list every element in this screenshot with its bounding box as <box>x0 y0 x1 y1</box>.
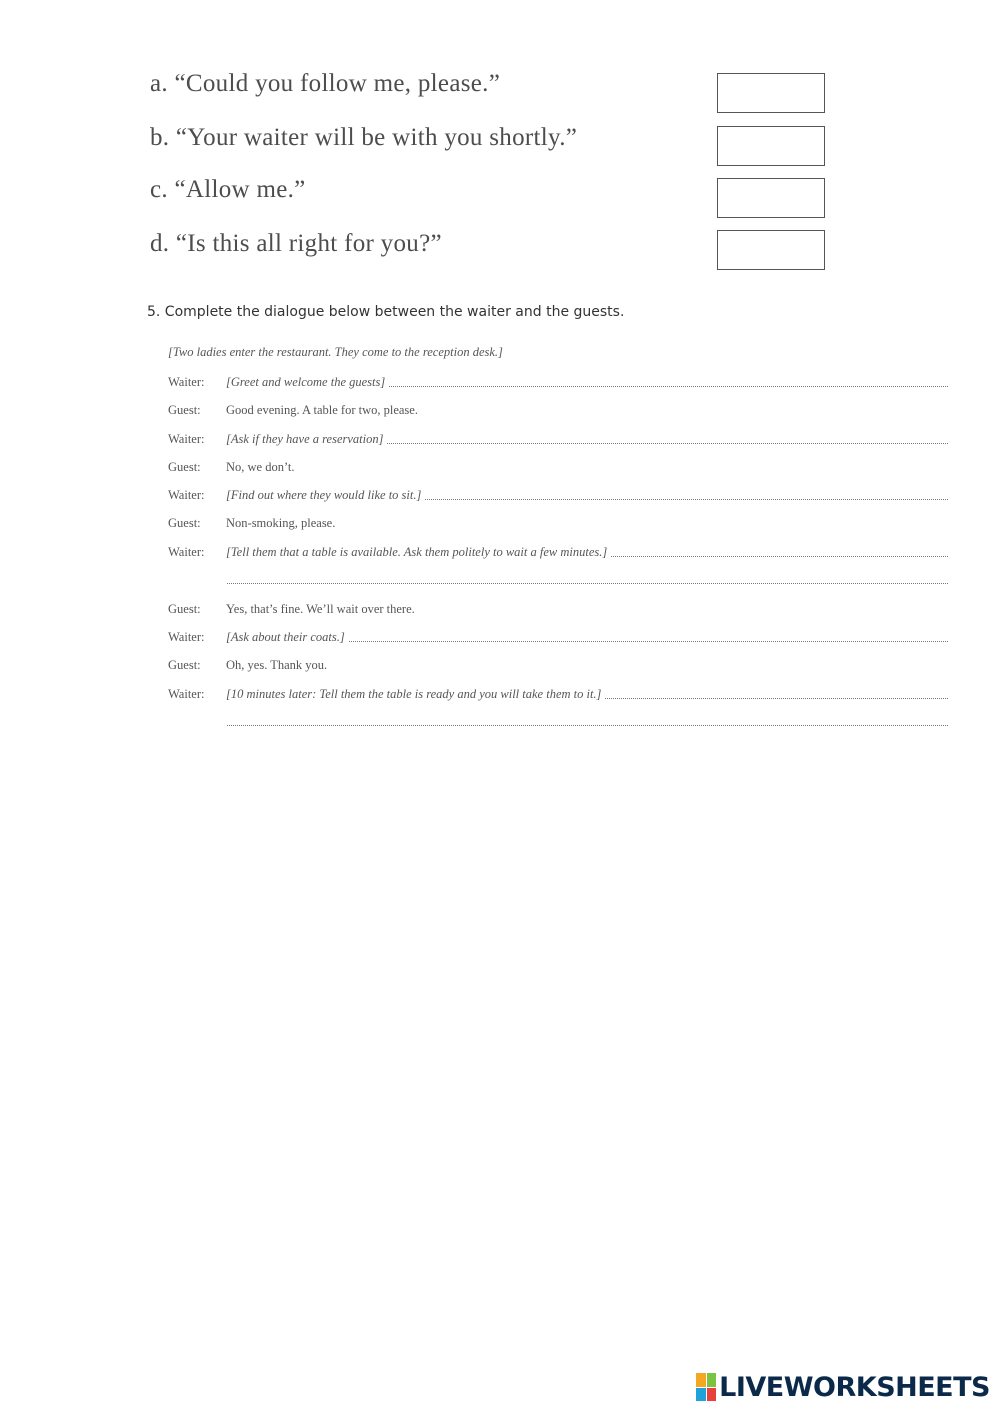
matching-item-b: b. “Your waiter will be with you shortly.” <box>150 124 578 151</box>
exercise-5-title: 5. Complete the dialogue below between the waiter and the guests. <box>147 304 625 320</box>
dialogue-line <box>168 485 948 503</box>
speaker-label: Waiter: <box>168 630 205 644</box>
dialogue-line <box>168 655 948 673</box>
dialogue-text: Oh, yes. Thank you. <box>226 658 328 672</box>
logo-square <box>696 1388 706 1402</box>
answer-line[interactable] <box>389 386 948 387</box>
dialogue-line <box>168 429 948 447</box>
dialogue-prompt: [Tell them that a table is available. Ask them politely to wait a few minutes.] <box>226 545 608 559</box>
dialogue-prompt: [Greet and welcome the guests] <box>226 375 386 389</box>
dialogue-text: Good evening. A table for two, please. <box>226 403 418 417</box>
stage-direction: [Two ladies enter the restaurant. They come to the reception desk.] <box>168 345 503 359</box>
answer-box-a[interactable] <box>717 73 825 113</box>
dialogue-line <box>168 400 948 418</box>
logo-mark-icon <box>696 1373 716 1401</box>
dialogue-line <box>168 457 948 475</box>
speaker-label: Waiter: <box>168 488 205 502</box>
dialogue-text: No, we don’t. <box>226 460 295 474</box>
dialogue-text: Non-smoking, please. <box>226 516 336 530</box>
dialogue-line <box>168 513 948 531</box>
dialogue-line <box>168 372 948 390</box>
answer-line[interactable] <box>387 443 948 444</box>
logo-square <box>696 1373 706 1387</box>
dialogue-line <box>168 627 948 645</box>
dialogue-line <box>168 542 948 560</box>
answer-box-d[interactable] <box>717 230 825 270</box>
speaker-label: Waiter: <box>168 687 205 701</box>
liveworksheets-logo <box>696 1371 990 1403</box>
matching-item-a: a. “Could you follow me, please.” <box>150 70 501 97</box>
dialogue-text: Yes, that’s fine. We’ll wait over there. <box>226 602 415 616</box>
matching-item-d: d. “Is this all right for you?” <box>150 230 442 257</box>
dialogue-prompt: [Ask if they have a reservation] <box>226 432 384 446</box>
speaker-label: Guest: <box>168 516 201 530</box>
answer-line-continuation[interactable] <box>227 583 948 584</box>
speaker-label: Guest: <box>168 602 201 616</box>
answer-line-continuation[interactable] <box>227 725 948 726</box>
speaker-label: Guest: <box>168 460 201 474</box>
speaker-label: Waiter: <box>168 545 205 559</box>
speaker-label: Waiter: <box>168 375 205 389</box>
matching-item-c: c. “Allow me.” <box>150 176 306 203</box>
dialogue-line <box>168 684 948 702</box>
dialogue-prompt: [Find out where they would like to sit.] <box>226 488 422 502</box>
dialogue-prompt: [10 minutes later: Tell them the table is ready and you will take them to it.] <box>226 687 602 701</box>
answer-box-b[interactable] <box>717 126 825 166</box>
answer-line[interactable] <box>425 499 948 500</box>
speaker-label: Guest: <box>168 403 201 417</box>
answer-line[interactable] <box>605 698 948 699</box>
dialogue-line <box>168 599 948 617</box>
logo-text: LIVEWORKSHEETS <box>719 1371 990 1403</box>
answer-line[interactable] <box>349 641 948 642</box>
answer-box-c[interactable] <box>717 178 825 218</box>
dialogue-prompt: [Ask about their coats.] <box>226 630 345 644</box>
speaker-label: Guest: <box>168 658 201 672</box>
logo-square <box>707 1388 717 1402</box>
answer-line[interactable] <box>611 556 948 557</box>
speaker-label: Waiter: <box>168 432 205 446</box>
logo-square <box>707 1373 717 1387</box>
